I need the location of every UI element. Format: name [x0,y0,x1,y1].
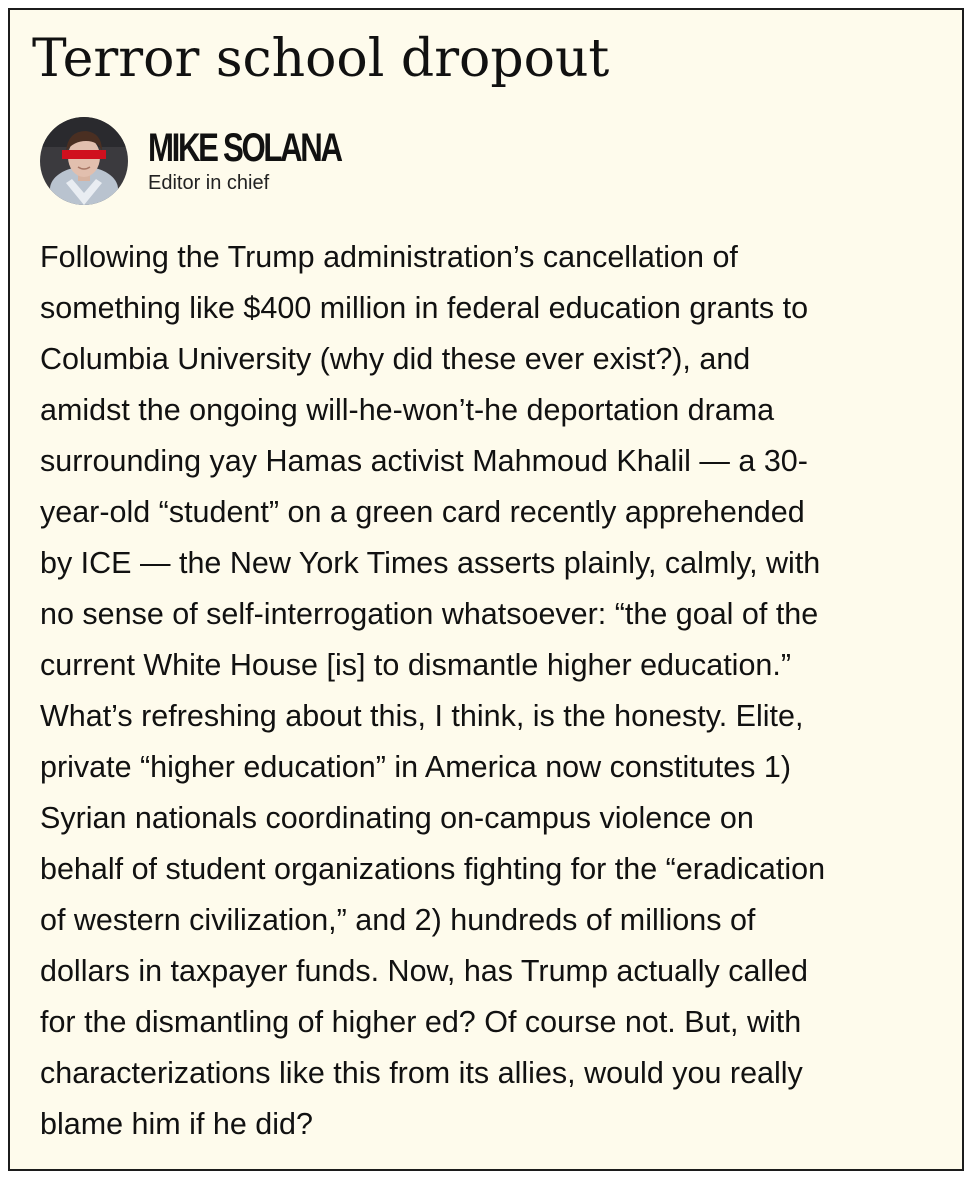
byline [40,116,395,206]
body-line: dollars in taxpayer funds. Now, has Trump actually called [40,954,808,988]
body-line: for the dismantling of higher ed? Of course not. But, with [40,1005,802,1039]
author-name[interactable]: MIKE SOLANA [148,126,341,170]
avatar-portrait-icon [40,117,128,205]
body-line: behalf of student organizations fighting for the “eradication [40,852,826,886]
eye-bar-icon [62,150,106,159]
body-line: blame him if he did? [40,1107,313,1141]
article-card [8,8,964,1171]
author-role: Editor in chief [148,172,270,194]
body-line: surrounding yay Hamas activist Mahmoud Khalil — a 30- [40,444,808,478]
body-line: current White House [is] to dismantle higher education.” [40,648,792,682]
body-line: Following the Trump administration’s cancellation of [40,240,738,274]
body-line: Columbia University (why did these ever exist?), and [40,342,751,376]
article-body [40,232,940,1150]
body-line: Syrian nationals coordinating on-campus violence on [40,801,754,835]
author-avatar[interactable] [40,117,128,205]
body-line: private “higher education” in America now constitutes 1) [40,750,792,784]
article-title: Terror school dropout [32,29,610,89]
body-line: year-old “student” on a green card recently apprehended [40,495,805,529]
body-line: amidst the ongoing will-he-won’t-he deportation drama [40,393,775,427]
body-line: no sense of self-interrogation whatsoever: “the goal of the [40,597,819,631]
body-line: characterizations like this from its allies, would you really [40,1056,803,1090]
body-line: by ICE — the New York Times asserts plainly, calmly, with [40,546,821,580]
body-line: of western civilization,” and 2) hundreds of millions of [40,903,756,937]
body-line: What’s refreshing about this, I think, is the honesty. Elite, [40,699,804,733]
body-line: something like $400 million in federal education grants to [40,291,809,325]
author-info [148,128,395,194]
